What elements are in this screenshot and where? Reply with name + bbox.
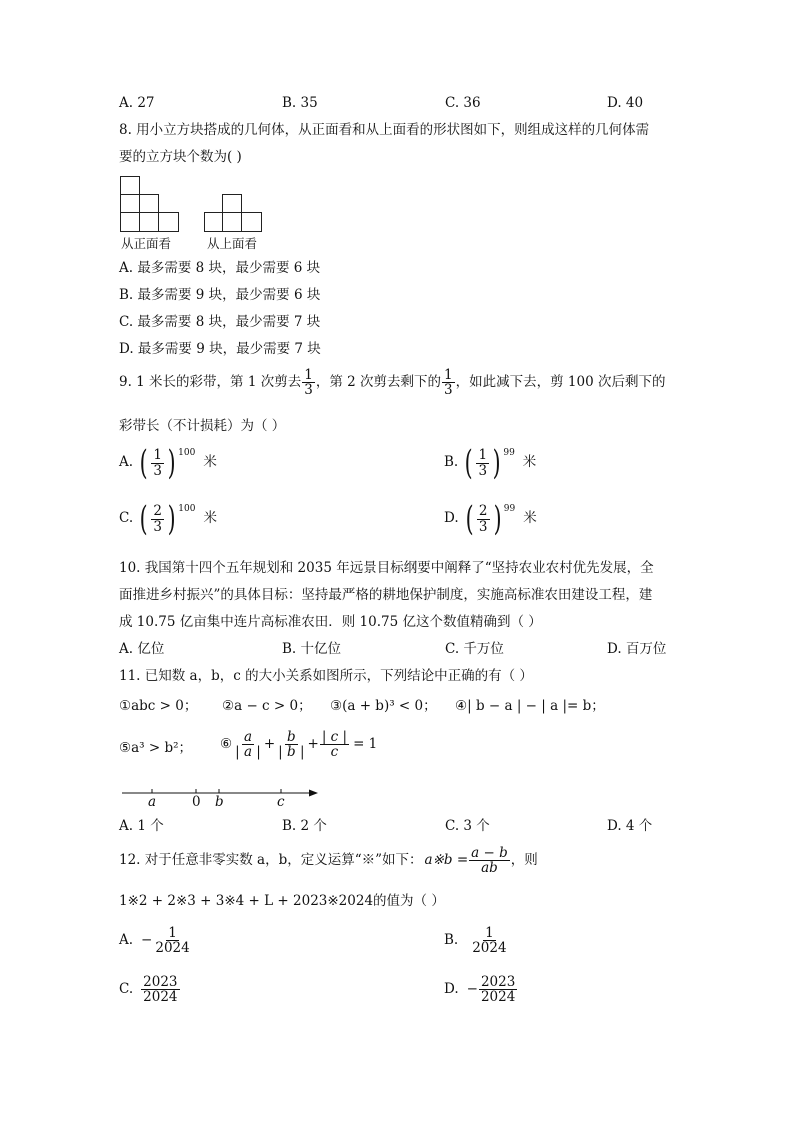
q12-option-c: C. $\frac{2023}{2024}$ — [119, 974, 178, 1006]
unit: 米 — [523, 510, 537, 527]
option-label: C. — [119, 980, 134, 997]
q11-conclusion-1: ①abc > 0； — [119, 698, 198, 714]
q7-option-a: A. 27 — [119, 95, 155, 111]
numberline-label-a: a — [148, 794, 157, 810]
q11-option-c: C. 3 个 — [445, 818, 490, 834]
front-cell — [120, 194, 140, 213]
option-label: D. — [444, 980, 459, 997]
q9-option-d: D. ( $\frac{2}{3}$ ) 99 米 — [444, 499, 537, 539]
exponent: 99 — [503, 447, 515, 458]
top-cell — [241, 212, 262, 232]
q9-stem-part3: ，如此减下去，剪 100 次后剩下的 — [455, 373, 666, 390]
q9-stem-line1 — [119, 368, 665, 397]
q12-option-b: B. $\frac{1}{2024}$ — [444, 925, 507, 957]
q9-option-b: B. ( $\frac{1}{3}$ ) 99 米 — [444, 443, 537, 483]
q12-stem-line2 — [119, 895, 445, 909]
numberline-label-zero: 0 — [192, 794, 201, 810]
front-cell — [139, 194, 159, 213]
q10-option-c: C. 千万位 — [445, 641, 504, 657]
q7-option-c: C. 36 — [445, 95, 481, 111]
front-cell — [158, 212, 179, 232]
numberline-label-b: b — [215, 794, 224, 810]
equals-one: = 1 — [353, 735, 378, 752]
q8-stem-line1: 8. 用小立方块搭成的几何体，从正面看和从上面看的形状图如下，则组成这样的几何体需 — [119, 122, 650, 138]
q9-option-a: A. ( $\frac{1}{3}$ ) 100 米 — [119, 443, 217, 483]
top-cell — [204, 212, 223, 232]
circled-six: ⑥ — [220, 735, 233, 752]
option-label: D. — [444, 510, 459, 527]
q10-option-b: B. 十亿位 — [282, 641, 342, 657]
minus-sign: − — [466, 980, 478, 997]
q8-stem-line2: 要的立方块个数为( ) — [119, 149, 242, 165]
q12-stem-line1 — [119, 846, 538, 875]
q7-option-d: D. 40 — [607, 95, 644, 111]
q12-sum-expression: 1※2 + 2※3 + 3※4 + L + 2023※2024 — [119, 893, 374, 909]
q8-front-label: 从正面看 — [121, 236, 172, 251]
q10-line1: 10. 我国第十四个五年规划和 2035 年远景目标纲要中阐释了“坚持农业农村优先发展，全 — [119, 560, 654, 576]
q9-option-c: C. ( $\frac{2}{3}$ ) 100 米 — [119, 499, 217, 539]
q8-option-a: A. 最多需要 8 块，最少需要 6 块 — [119, 260, 321, 276]
q7-option-b: B. 35 — [282, 95, 318, 111]
front-cell — [120, 176, 140, 195]
q9-stem-part1: 9. 1 米长的彩带，第 1 次剪去 — [119, 373, 302, 390]
exponent: 100 — [178, 503, 196, 514]
q10-line2: 面推进乡村振兴”的具体目标：坚持最严格的耕地保护制度，实施高标准农田建设工程，建 — [119, 587, 653, 603]
q11-option-b: B. 2 个 — [282, 818, 327, 834]
q8-option-b: B. 最多需要 9 块，最少需要 6 块 — [119, 287, 321, 303]
q11-conclusion-2: ②a − c > 0； — [222, 698, 312, 714]
q12-stem-part1: 12. 对于任意非零实数 a，b，定义运算“※”如下： — [119, 851, 423, 868]
exponent: 100 — [178, 447, 196, 458]
q11-conclusion-5: ⑤a³ > b²； — [119, 740, 193, 756]
unit: 米 — [203, 510, 217, 527]
option-label: B. — [444, 931, 459, 948]
q12-stem-part2: ，则 — [510, 851, 538, 868]
option-label: A. — [119, 931, 134, 948]
numberline-label-c: c — [277, 794, 285, 810]
q11-conclusion-4: ④| b − a | − | a |= b； — [455, 698, 605, 714]
q8-option-d: D. 最多需要 9 块，最少需要 7 块 — [119, 341, 321, 357]
q10-option-a: A. 亿位 — [119, 641, 165, 657]
q11-number-line — [0, 782, 794, 822]
q9-fraction-one-third-2: $\frac{1}{3}$ — [444, 367, 453, 399]
q8-option-c: C. 最多需要 8 块，最少需要 7 块 — [119, 314, 321, 330]
q11-conclusion-6: ⑥ $\frac{a}{| a |}$ + $\frac{b}{| b |}$ + $\frac{| c |}{c}$ = 1 — [220, 729, 378, 761]
q12-definition-fraction: $\frac{a - b}{ab}$ — [471, 845, 508, 877]
option-label: B. — [444, 454, 459, 471]
unit: 米 — [522, 454, 537, 471]
top-cell — [222, 212, 242, 232]
front-cell — [139, 212, 159, 232]
q9-stem-part2: ，第 2 次剪去剩下的 — [315, 373, 441, 390]
q10-option-d: D. 百万位 — [607, 641, 667, 657]
q12-option-d: D. − $\frac{2023}{2024}$ — [444, 974, 516, 1006]
q10-line3: 成 10.75 亿亩集中连片高标准农田．则 10.75 亿这个数值精确到（ ） — [119, 614, 542, 630]
q11-option-a: A. 1 个 — [119, 818, 164, 834]
front-cell — [120, 212, 140, 232]
q12-stem-question: 的值为（ ） — [373, 893, 445, 909]
q11-stem: 11. 已知数 a，b，c 的大小关系如图所示，下列结论中正确的有（ ） — [119, 668, 533, 684]
q11-option-d: D. 4 个 — [607, 818, 653, 834]
q11-conclusion-3: ③(a + b)³ < 0； — [330, 698, 437, 714]
q9-stem-line2: 彩带长（不计损耗）为（ ） — [119, 418, 286, 434]
option-label: A. — [119, 454, 134, 471]
q12-option-a: A. − $\frac{1}{2024}$ — [119, 925, 190, 957]
unit: 米 — [203, 454, 217, 471]
exponent: 99 — [503, 503, 516, 514]
q12-definition-lhs: a※b = — [424, 851, 469, 868]
option-label: C. — [119, 510, 134, 527]
top-cell — [222, 194, 242, 213]
minus-sign: − — [141, 931, 153, 948]
q8-top-label: 从上面看 — [207, 236, 258, 251]
q9-fraction-one-third: $\frac{1}{3}$ — [304, 367, 313, 399]
